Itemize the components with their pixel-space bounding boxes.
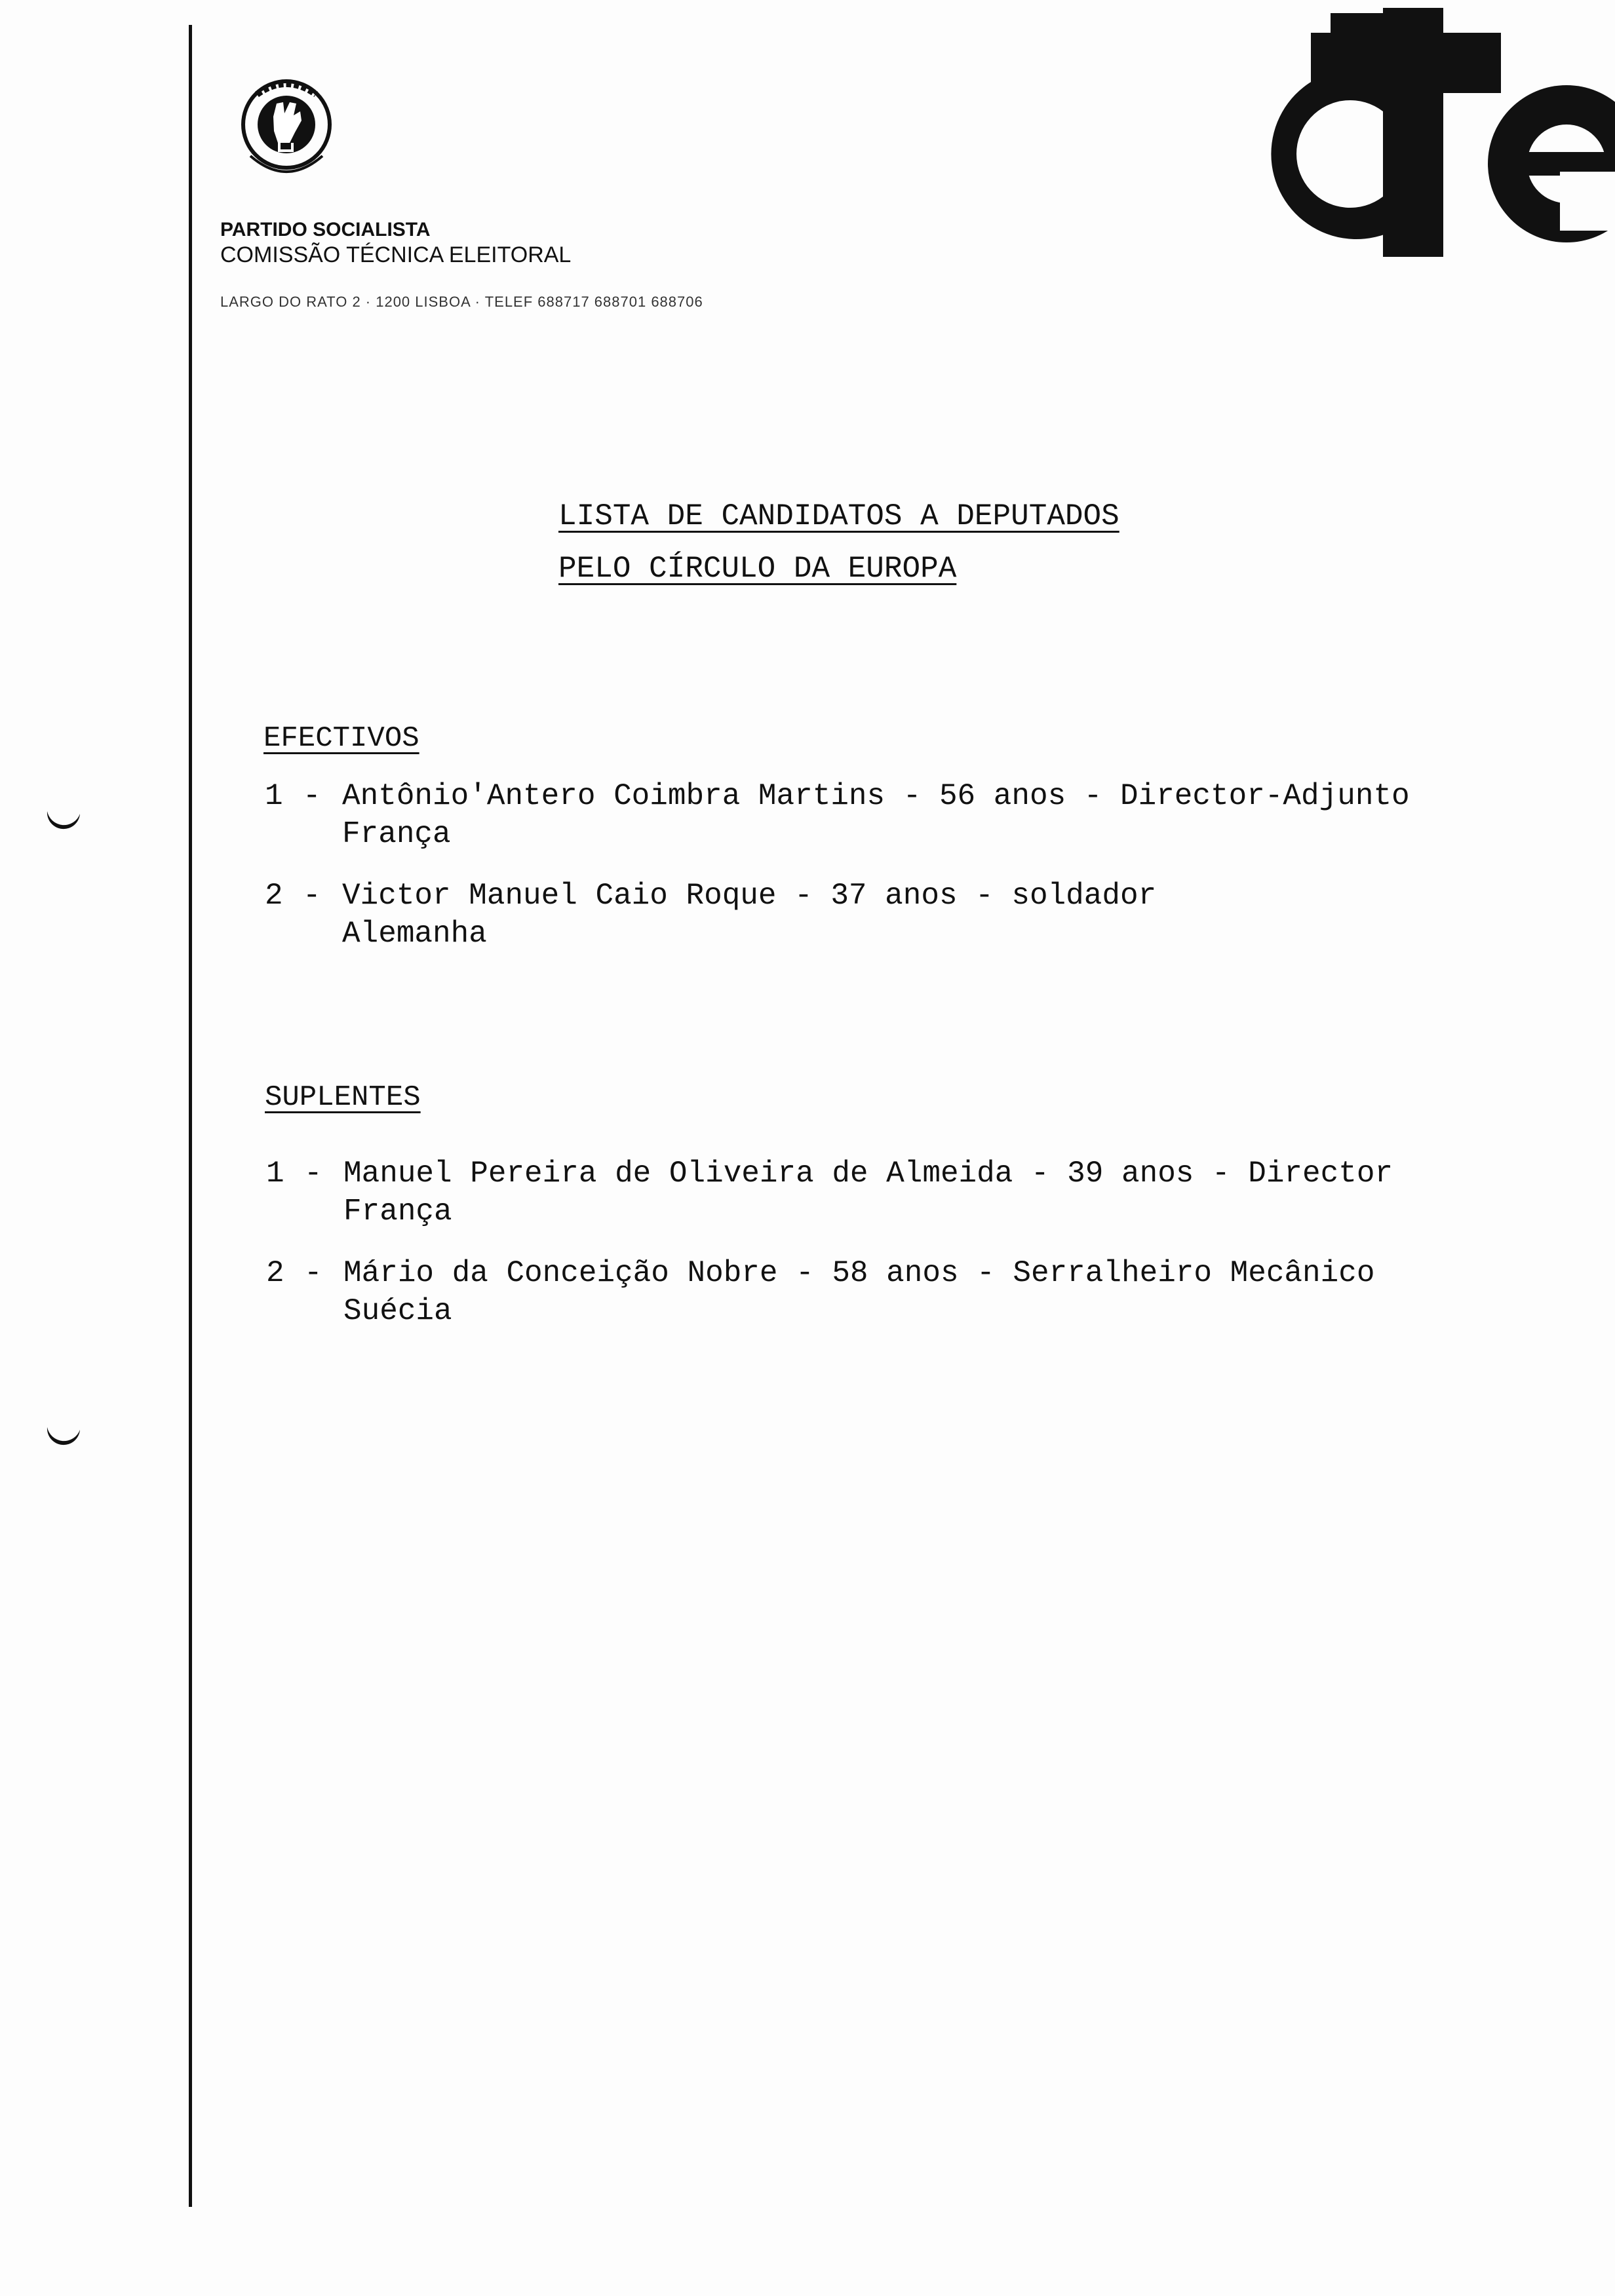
entry-number: 1 (266, 1157, 284, 1191)
title-line-1: LISTA DE CANDIDATOS A DEPUTADOS (558, 499, 1119, 533)
title-line-2: PELO CÍRCULO DA EUROPA (558, 552, 957, 586)
entry-text: Antônio'Antero Coimbra Martins - 56 anos - Director-Adjunto (342, 779, 1410, 813)
punch-hole-icon (42, 1415, 84, 1457)
entry-dash: - (303, 779, 321, 813)
punch-hole-icon (42, 799, 84, 841)
org-address: LARGO DO RATO 2 · 1200 LISBOA · TELEF 688717 688701 688706 (220, 294, 703, 310)
entry-number: 2 (266, 1256, 284, 1290)
entry-dash: - (303, 879, 321, 913)
section-heading-suplentes: SUPLENTES (265, 1081, 421, 1114)
org-department: COMISSÃO TÉCNICA ELEITORAL (220, 242, 572, 267)
party-logo (237, 77, 336, 182)
entry-number: 1 (265, 779, 283, 813)
entry-text: Manuel Pereira de Oliveira de Almeida - 39 anos - Director (343, 1157, 1393, 1191)
candidate-entry (265, 777, 1510, 856)
cte-logo (1232, 0, 1615, 275)
entry-text: Mário da Conceição Nobre - 58 anos - Serralheiro Mecânico (343, 1256, 1375, 1290)
section-heading-efectivos: EFECTIVOS (263, 722, 419, 755)
entry-country: Alemanha (342, 917, 487, 951)
entry-country: França (343, 1195, 452, 1229)
entry-text: Victor Manuel Caio Roque - 37 anos - soldador (342, 879, 1157, 913)
candidate-entry (266, 1155, 1511, 1233)
org-name: PARTIDO SOCIALISTA (220, 219, 431, 240)
entry-dash: - (304, 1256, 322, 1290)
candidate-entry (266, 1254, 1511, 1333)
candidate-entry (265, 877, 1510, 955)
entry-dash: - (304, 1157, 322, 1191)
entry-number: 2 (265, 879, 283, 913)
entry-country: França (342, 817, 451, 851)
margin-rule (189, 25, 192, 2207)
entry-country: Suécia (343, 1294, 452, 1328)
